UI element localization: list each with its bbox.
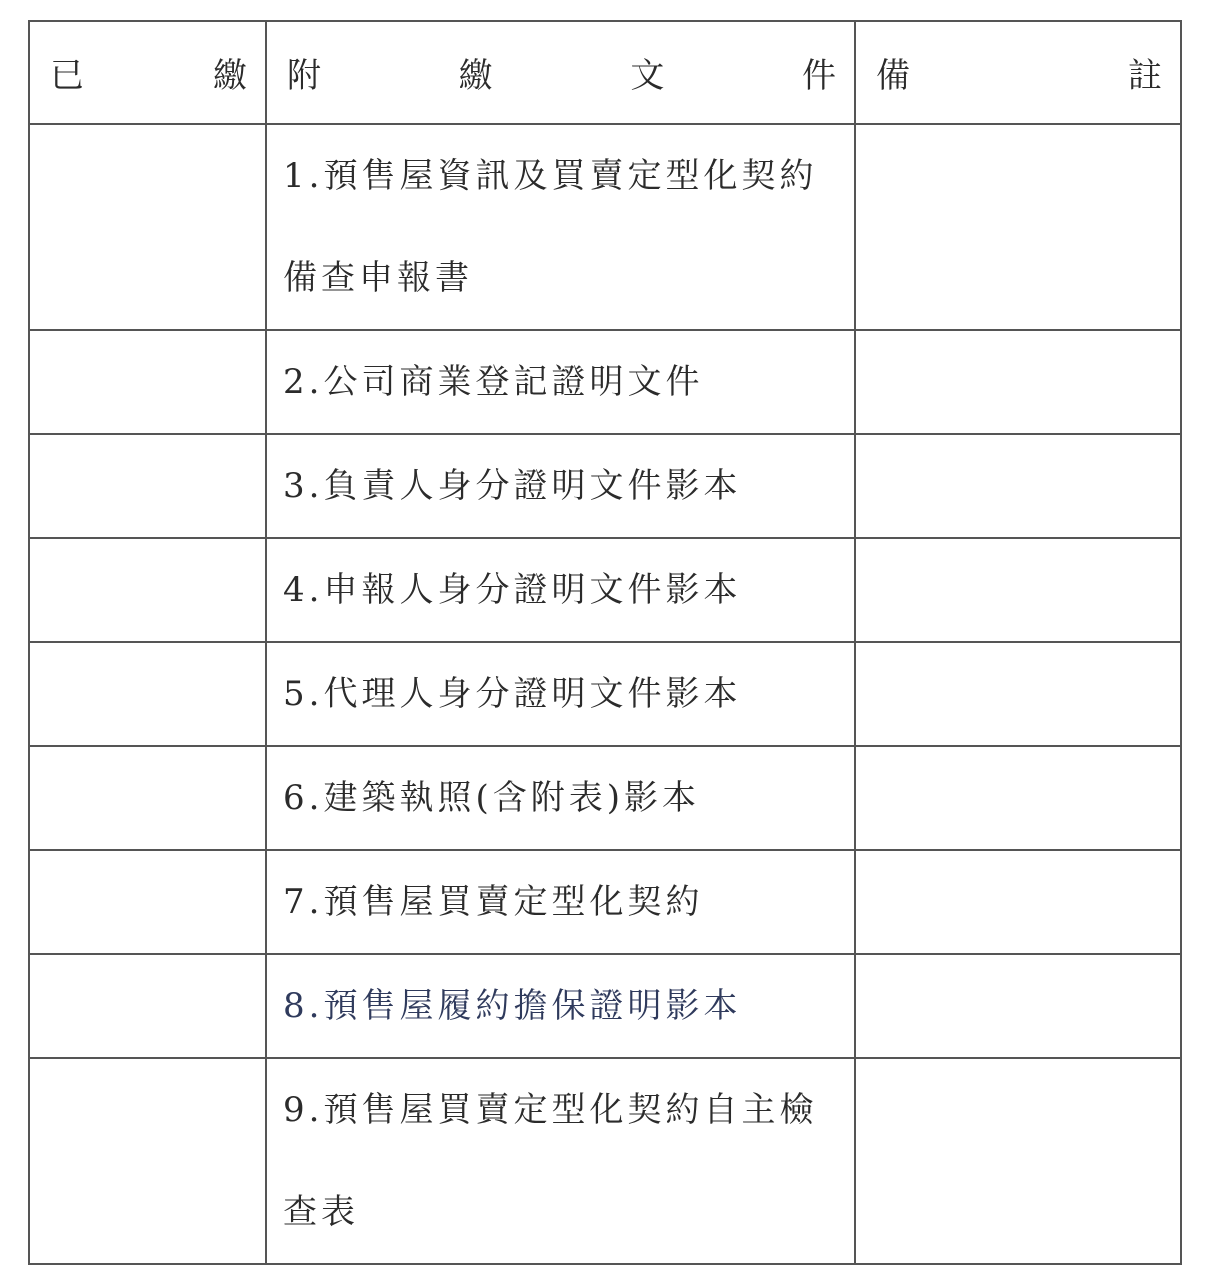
table-row bbox=[29, 746, 1181, 850]
table-row bbox=[29, 1058, 1181, 1264]
header-submitted bbox=[29, 21, 266, 124]
remarks-cell[interactable] bbox=[855, 746, 1181, 850]
submitted-checkbox-cell[interactable] bbox=[29, 954, 266, 1058]
remarks-cell[interactable] bbox=[855, 330, 1181, 434]
document-item-line-2: 備查申報書 bbox=[283, 258, 473, 298]
header-documents-char-3: 文 bbox=[630, 56, 665, 96]
document-item-text: 7.預售屋買賣定型化契約 bbox=[283, 882, 704, 922]
table-row bbox=[29, 124, 1181, 330]
header-attached-documents bbox=[266, 21, 855, 124]
remarks-cell[interactable] bbox=[855, 124, 1181, 330]
remarks-cell[interactable] bbox=[855, 434, 1181, 538]
document-item-text: 5.代理人身分證明文件影本 bbox=[283, 674, 742, 714]
document-item bbox=[266, 538, 855, 642]
remarks-cell[interactable] bbox=[855, 954, 1181, 1058]
header-submitted-char-1: 已 bbox=[50, 56, 84, 96]
remarks-cell[interactable] bbox=[855, 1058, 1181, 1264]
document-item bbox=[266, 1058, 855, 1264]
submitted-checkbox-cell[interactable] bbox=[29, 746, 266, 850]
submitted-checkbox-cell[interactable] bbox=[29, 538, 266, 642]
remarks-cell[interactable] bbox=[855, 642, 1181, 746]
header-remarks bbox=[855, 21, 1181, 124]
document-item-line-2: 查表 bbox=[283, 1192, 359, 1232]
submitted-checkbox-cell[interactable] bbox=[29, 434, 266, 538]
document-item bbox=[266, 642, 855, 746]
table-row bbox=[29, 330, 1181, 434]
submitted-checkbox-cell[interactable] bbox=[29, 1058, 266, 1264]
table-row bbox=[29, 538, 1181, 642]
document-item-text: 8.預售屋履約擔保證明影本 bbox=[283, 986, 742, 1026]
header-remarks-char-2: 註 bbox=[1128, 56, 1162, 96]
header-documents-char-4: 件 bbox=[801, 56, 836, 96]
submitted-checkbox-cell[interactable] bbox=[29, 330, 266, 434]
document-item-text: 4.申報人身分證明文件影本 bbox=[283, 570, 742, 610]
attachment-checklist-table bbox=[28, 20, 1182, 1265]
submitted-checkbox-cell[interactable] bbox=[29, 850, 266, 954]
document-item-line-1: 1.預售屋資訊及買賣定型化契約 bbox=[283, 156, 818, 196]
table-row bbox=[29, 434, 1181, 538]
remarks-cell[interactable] bbox=[855, 538, 1181, 642]
document-item-text: 3.負責人身分證明文件影本 bbox=[283, 466, 742, 506]
document-item bbox=[266, 746, 855, 850]
table-row bbox=[29, 850, 1181, 954]
table-row bbox=[29, 954, 1181, 1058]
submitted-checkbox-cell[interactable] bbox=[29, 124, 266, 330]
document-item-text: 2.公司商業登記證明文件 bbox=[283, 362, 704, 402]
table-header-row bbox=[29, 21, 1181, 124]
document-item bbox=[266, 330, 855, 434]
table-row bbox=[29, 642, 1181, 746]
submitted-checkbox-cell[interactable] bbox=[29, 642, 266, 746]
document-item-text: 6.建築執照(含附表)影本 bbox=[283, 778, 700, 818]
document-item-line-1: 9.預售屋買賣定型化契約自主檢 bbox=[283, 1090, 818, 1130]
document-item bbox=[266, 954, 855, 1058]
document-item bbox=[266, 850, 855, 954]
header-remarks-char-1: 備 bbox=[876, 56, 910, 96]
header-submitted-char-2: 繳 bbox=[213, 56, 247, 96]
header-documents-char-2: 繳 bbox=[458, 56, 493, 96]
remarks-cell[interactable] bbox=[855, 850, 1181, 954]
header-documents-char-1: 附 bbox=[287, 56, 321, 96]
document-item bbox=[266, 434, 855, 538]
document-item bbox=[266, 124, 855, 330]
